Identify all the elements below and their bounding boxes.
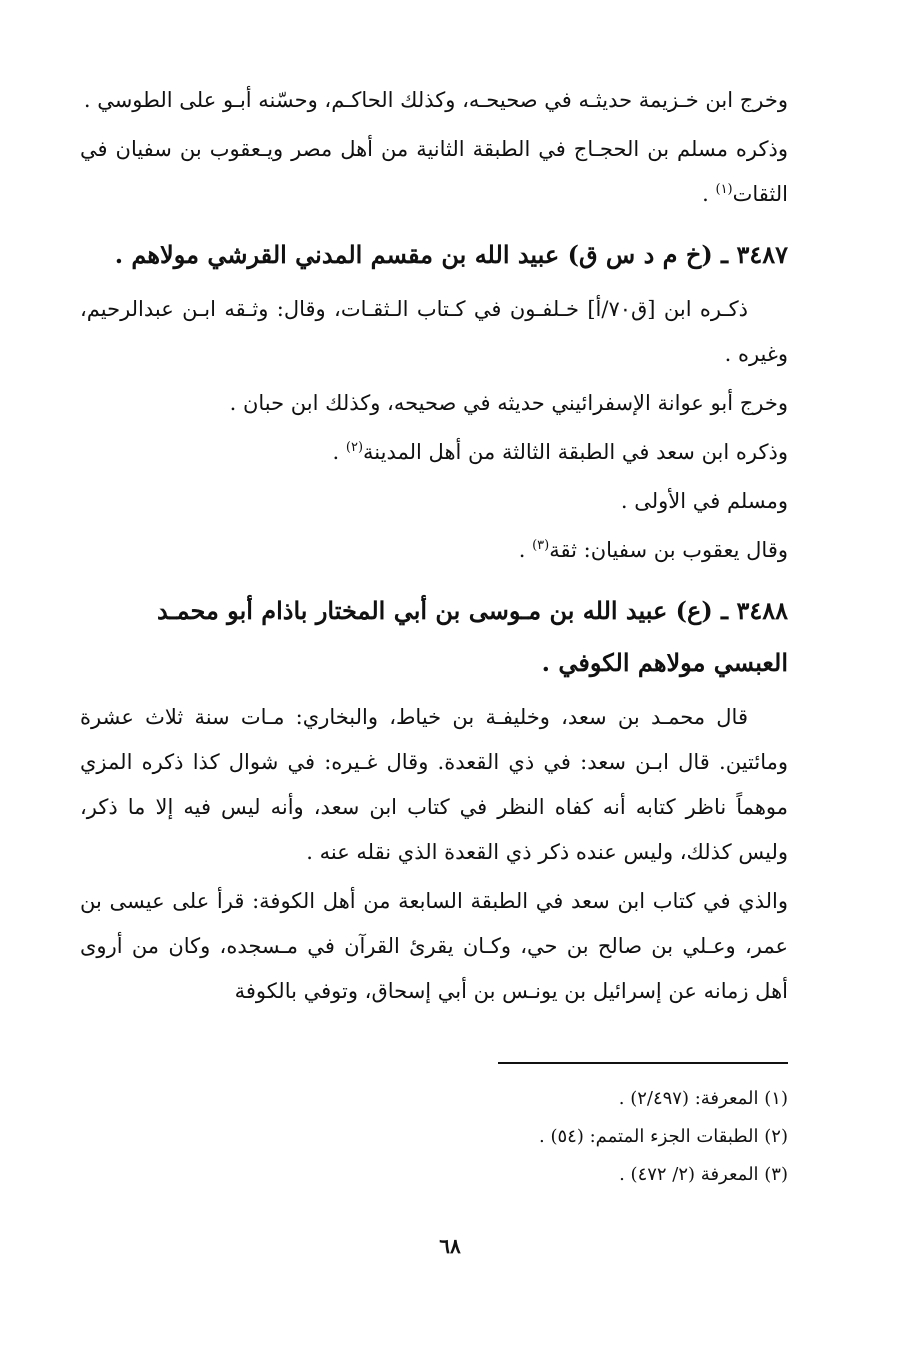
page-body bbox=[80, 78, 788, 1018]
paragraph-5-end: . bbox=[332, 440, 346, 464]
paragraph-1: وخرج ابن خـزيمة حديثـه في صحيحـه، وكذلك الحاكـم، وحسّنه أبـو على الطوسي . bbox=[83, 88, 788, 112]
paragraph-7-end: . bbox=[518, 538, 533, 562]
footnote-ref-1: (١) bbox=[715, 182, 733, 197]
footnotes bbox=[288, 1080, 788, 1194]
paragraph-3: ذكـره ابن [ق٧٠/أ] خـلفـون في كـتاب الـثقـات، وقال: وثـقه ابـن عبدالرحيم، وغيره . bbox=[80, 297, 788, 366]
paragraph-8: قال محمـد بن سعد، وخليفـة بن خياط، والبخاري: مـات سنة ثلاث عشرة ومائتين. قال ابـن سعد: في ذي القعدة. وقال غـيره: في شوال كذا ذكره المزي موهماً ناظر كتابه أنه كفاه النظر في كتاب ابن سعد، وأنه ليس فيه إلا ما ذكر، وليس كذلك، وليس عنده ذكر ذي القعدة الذي نقله عنه . bbox=[80, 705, 788, 864]
paragraph-5 bbox=[80, 430, 788, 475]
page-number: ٦٨ bbox=[439, 1234, 461, 1258]
footnote-divider bbox=[498, 1062, 788, 1064]
paragraph-2 bbox=[80, 127, 788, 217]
entry-heading-3488: ٣٤٨٨ ـ (ع) عبيد الله بن مـوسى بن أبي المختار باذام أبو محمـد العبسي مولاهم الكوفي . bbox=[156, 596, 788, 677]
footnote-3: (٣) المعرفة (٢/ ٤٧٢) . bbox=[619, 1164, 788, 1185]
paragraph-9: والذي في كتاب ابن سعد في الطبقة السابعة من أهل الكوفة: قرأ على عيسى بن عمر، وعـلي بن صالح بن حي، وكـان يقرئ القرآن في مـسجده، وكان من أروى أهل زمانه عن إسرائيل بن يونـس بن أبي إسحاق، وتوفي بالكوفة bbox=[80, 889, 788, 1003]
footnote-ref-3: (٣) bbox=[532, 538, 550, 553]
footnote-ref-2: (٢) bbox=[345, 440, 364, 455]
paragraph-2-text: وذكره مسلم بن الحجـاج في الطبقة الثانية من أهل مصر ويـعقوب بن سفيان في الثقات bbox=[80, 137, 789, 206]
paragraph-4: وخرج أبو عوانة الإسفرائيني حديثه في صحيحه، وكذلك ابن حبان . bbox=[229, 391, 788, 415]
paragraph-7-text: وقال يعقوب بن سفيان: ثقة bbox=[549, 538, 788, 562]
paragraph-7 bbox=[80, 528, 788, 573]
entry-heading-3487: ٣٤٨٧ ـ (خ م د س ق) عبيد الله بن مقسم المدني القرشي مولاهم . bbox=[114, 240, 788, 269]
paragraph-5-text: وذكره ابن سعد في الطبقة الثالثة من أهل المدينة bbox=[363, 440, 788, 464]
paragraph-2-end: . bbox=[702, 182, 716, 206]
footnote-2: (٢) الطبقات الجزء المتمم: (٥٤) . bbox=[539, 1126, 788, 1147]
footnote-1: (١) المعرفة: (٢/٤٩٧) . bbox=[618, 1088, 788, 1109]
paragraph-6: ومسلم في الأولى . bbox=[620, 489, 788, 513]
